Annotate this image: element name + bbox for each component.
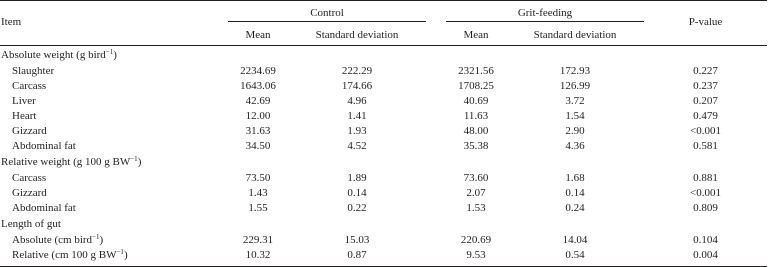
row-label [0,138,228,153]
cell-g-mean: 1708.25 [458,79,494,92]
cell-g-mean: 220.69 [460,233,492,246]
cell-g-sd: 126.99 [559,79,591,92]
row-label-end: ) [99,233,104,246]
table-row [0,170,767,185]
cell-c-sd: 174.66 [341,79,373,92]
section-title-end: ) [113,48,117,61]
gap-cell [426,138,446,153]
cell-g-mean: 11.63 [463,109,489,122]
cell-c-mean: 73.50 [245,171,271,184]
cell-g-sd: 1.54 [565,109,585,122]
cell-p: <0.001 [690,124,721,137]
table-row [0,200,767,215]
cell-g-mean: 1.53 [466,201,486,214]
cell-c-mean: 34.50 [245,139,271,152]
cell-c-sd: 4.96 [347,94,367,107]
row-label-end: ) [123,249,128,261]
header-grit-mean: Mean [446,24,506,46]
section-title-text: Length of gut [1,217,61,230]
section-header [0,153,767,170]
gap-cell [426,200,446,215]
cell-c-mean: 10.32 [245,249,271,261]
cell-c-mean: 31.63 [245,124,271,137]
cell-c-mean: 1.43 [248,186,268,199]
section-title [0,46,767,64]
cell-c-sd: 0.87 [347,249,367,261]
section-title [0,153,767,170]
table-row [0,185,767,200]
table-row [0,93,767,108]
gap-cell [426,93,446,108]
cell-c-sd: 1.41 [347,109,367,122]
header-control-mean: Mean [228,24,288,46]
cell-g-mean: 9.53 [466,249,486,261]
section-title-text: Relative weight (g 100 g BW [1,155,131,168]
table-row [0,108,767,123]
cell-c-sd: 4.52 [347,139,367,152]
header-grit [446,1,644,25]
row-label [0,232,228,247]
row-label [0,123,228,138]
header-grit-sd: Standard deviation [506,24,644,46]
cell-g-sd: 14.04 [562,233,588,246]
section-title [0,215,767,232]
cell-g-mean: 2321.56 [458,64,494,77]
row-label [0,108,228,123]
cell-p: 0.581 [693,139,718,152]
gap-cell [426,170,446,185]
cell-g-sd: 0.54 [565,249,585,261]
section-header [0,215,767,232]
row-label [0,63,228,78]
cell-c-mean: 42.69 [245,94,271,107]
row-label [0,200,228,215]
cell-g-mean: 35.38 [463,139,489,152]
cell-g-sd: 172.93 [559,64,591,77]
header-item: Item [0,1,228,46]
cell-g-sd: 1.68 [565,171,585,184]
cell-c-sd: 1.89 [347,171,367,184]
cell-g-mean: 73.60 [463,171,489,184]
table-row [0,247,767,267]
cell-g-sd: 4.36 [565,139,585,152]
row-label-text: Abdominal fat [12,201,76,214]
row-label-text: Liver [12,94,36,107]
cell-g-mean: 48.00 [463,124,489,137]
cell-p: 0.479 [693,109,718,122]
gap-cell [426,247,446,267]
cell-c-mean: 12.00 [245,109,271,122]
cell-c-sd: 222.29 [341,64,373,77]
section-title-sup: −1 [105,47,114,56]
table-row [0,232,767,247]
row-label-sup: −1 [116,248,124,256]
header-control-sd: Standard deviation [288,24,426,46]
header-grit-label: Grit-feeding [517,7,573,19]
header-pvalue: P-value [644,1,767,46]
cell-p: 0.881 [693,171,718,184]
row-label-text: Slaughter [12,64,55,77]
table-row [0,78,767,93]
row-label-text: Relative (cm 100 g BW [12,249,117,261]
row-label-sup: −1 [92,232,100,241]
gap-cell [426,185,446,200]
cell-c-sd: 0.14 [347,186,367,199]
section-header [0,46,767,64]
row-label-text: Heart [12,109,37,122]
table-body [0,46,767,267]
cell-c-sd: 15.03 [344,233,370,246]
cell-p: 0.104 [693,233,718,246]
cell-c-mean: 1643.06 [240,79,276,92]
gap-cell [426,63,446,78]
table-row [0,63,767,78]
row-label-text: Gizzard [12,186,47,199]
gap-cell [426,123,446,138]
cell-g-sd: 0.14 [565,186,585,199]
table-header [0,1,767,46]
header-gap [426,1,446,25]
gap-cell [426,232,446,247]
table-row [0,123,767,138]
header-gap-2 [426,24,446,46]
cell-p: 0.227 [693,64,718,77]
row-label [0,170,228,185]
gap-cell [426,108,446,123]
cell-c-sd: 0.22 [347,201,367,214]
cell-g-mean: 2.07 [466,186,486,199]
row-label-text: Carcass [12,79,47,92]
header-control [228,1,426,25]
row-label-text: Gizzard [12,124,47,137]
header-control-label: Control [310,7,344,19]
row-label [0,247,228,267]
row-label [0,185,228,200]
row-label-text: Absolute (cm bird [12,233,93,246]
cell-p: 0.809 [693,201,718,214]
table-row [0,138,767,153]
cell-p: 0.237 [693,79,718,92]
cell-c-mean: 229.31 [242,233,274,246]
cell-p: 0.004 [693,249,718,261]
row-label [0,93,228,108]
cell-g-sd: 0.24 [565,201,585,214]
row-label-text: Abdominal fat [12,139,76,152]
section-title-end: ) [137,155,142,168]
section-title-text: Absolute weight (g bird [1,48,106,61]
cell-g-sd: 3.72 [565,94,585,107]
cell-g-mean: 40.69 [463,94,489,107]
section-title-sup: −1 [130,154,138,163]
row-label [0,78,228,93]
cell-c-sd: 1.93 [347,124,367,137]
cell-c-mean: 1.55 [248,201,268,214]
cell-p: 0.207 [693,94,718,107]
cell-c-mean: 2234.69 [240,64,276,77]
row-label-text: Carcass [12,171,47,184]
cell-g-sd: 2.90 [565,124,585,137]
cell-p: <0.001 [690,186,721,199]
gap-cell [426,78,446,93]
